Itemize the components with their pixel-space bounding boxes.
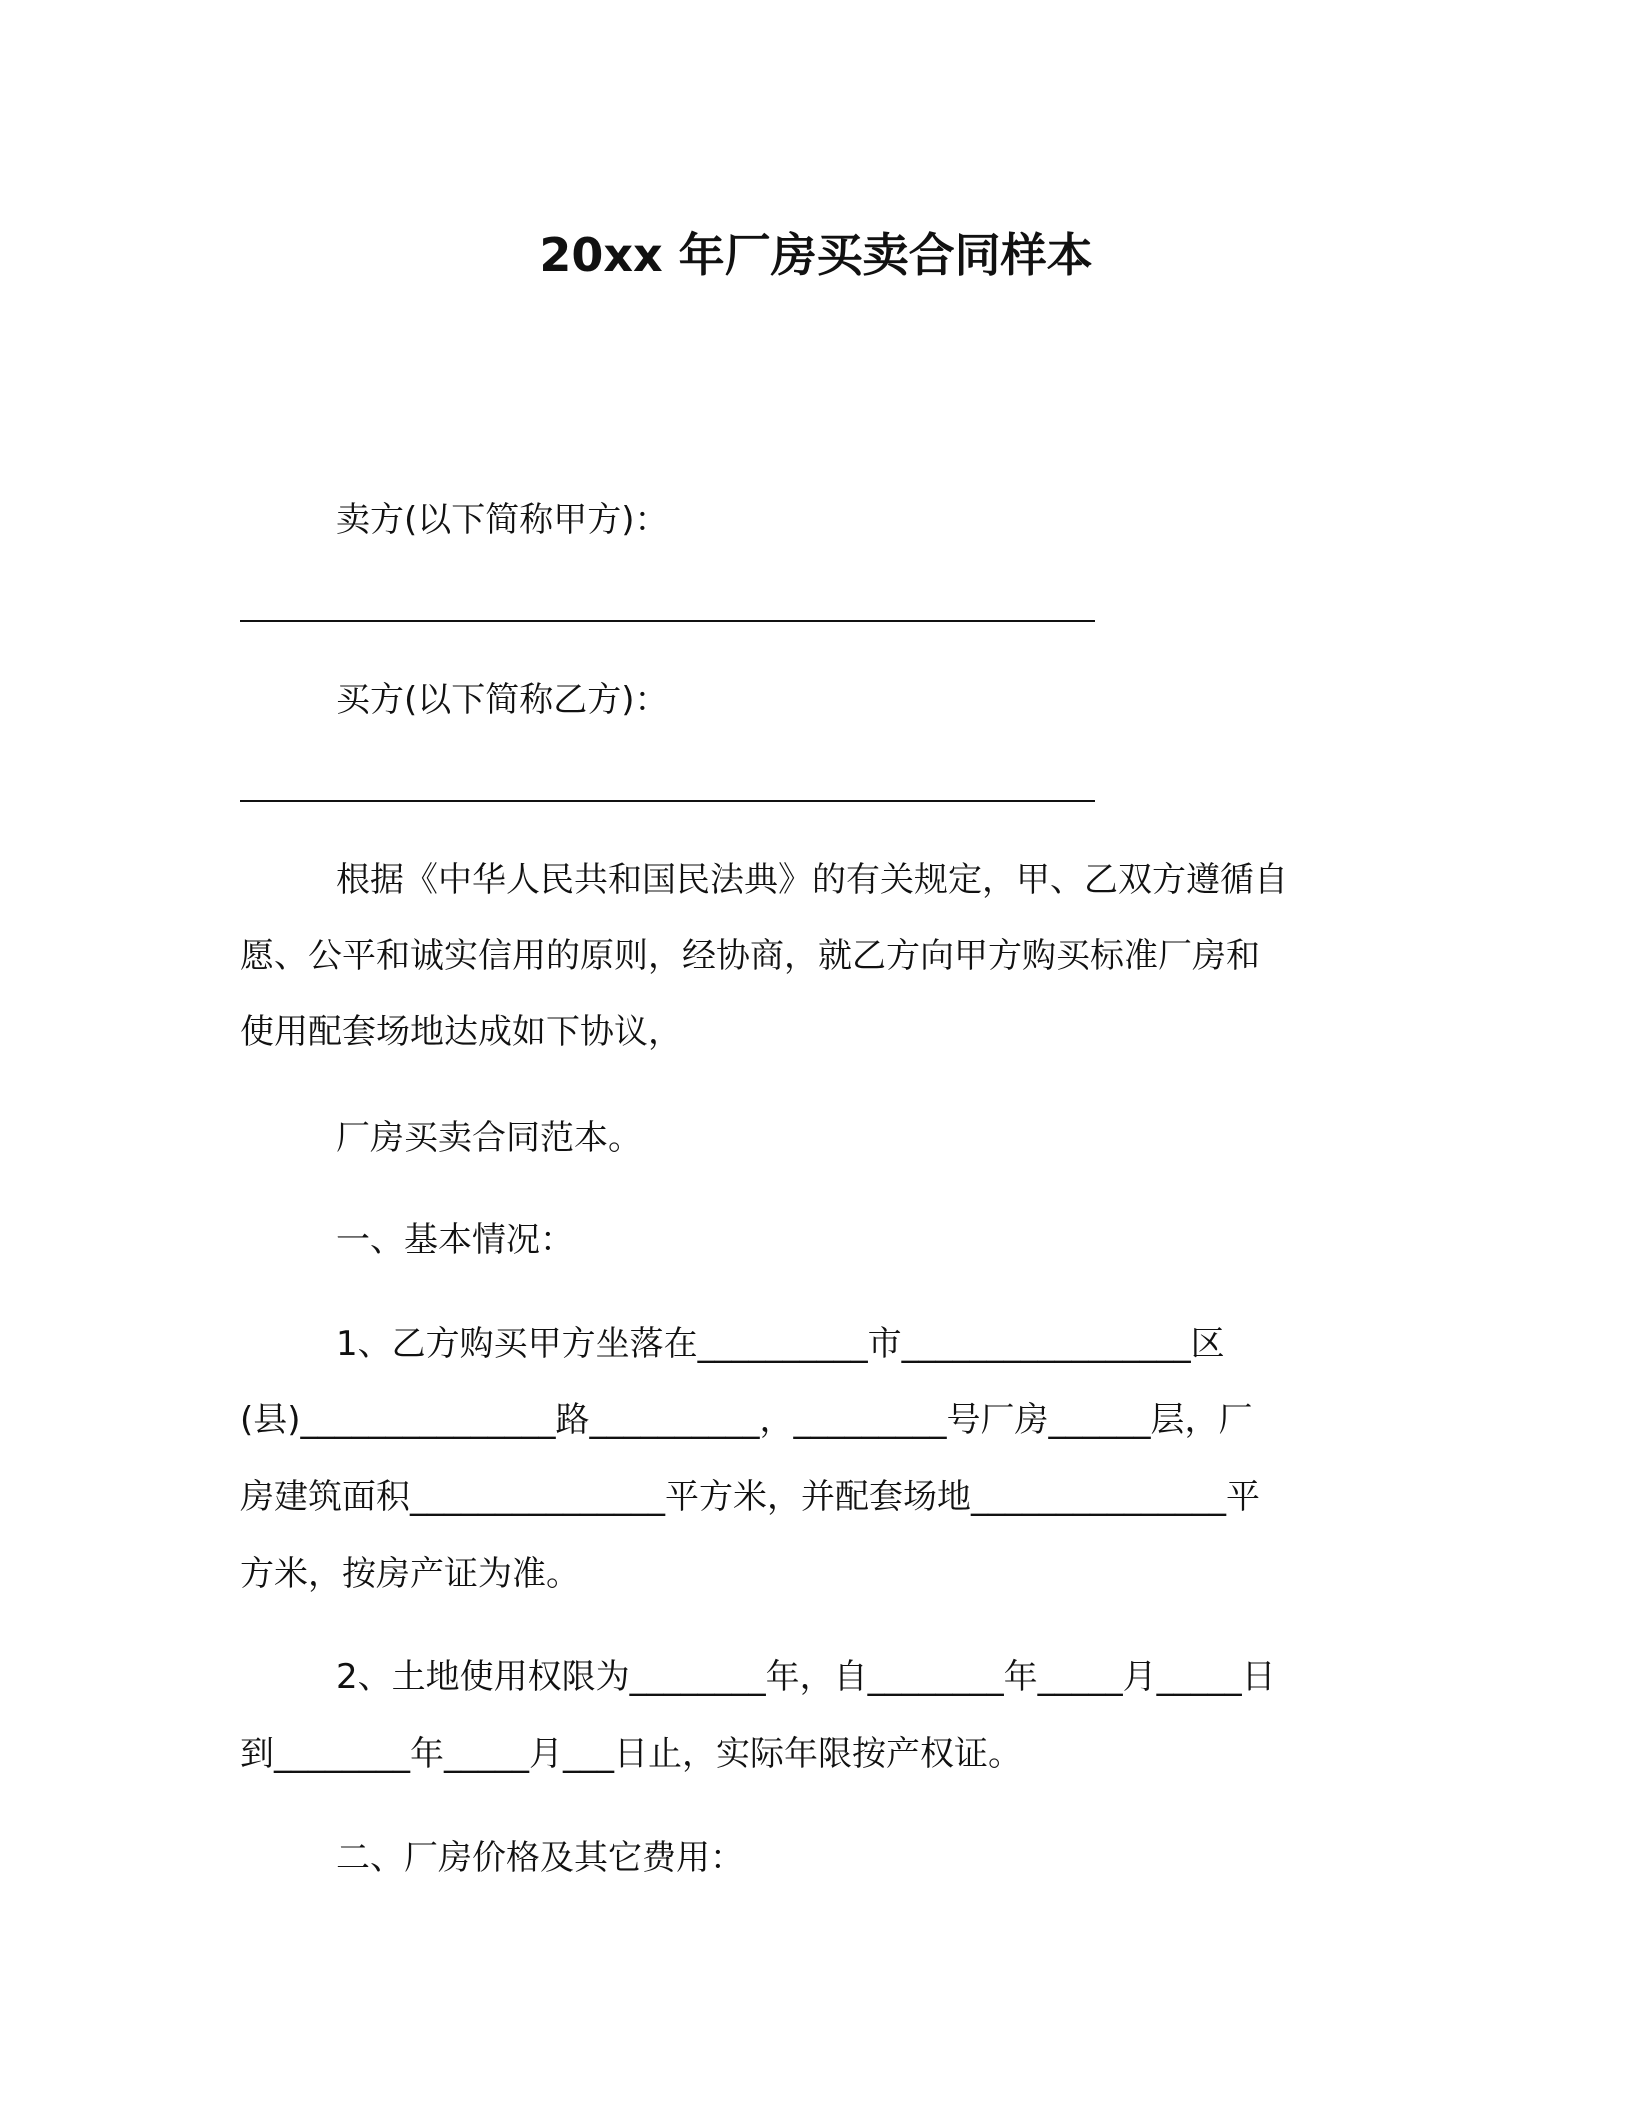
preamble-line-3: 使用配套场地达成如下协议， [240,1012,682,1052]
clause-1-line-3: 房建筑面积_______________平方米，并配套场地_______________平 [240,1477,1260,1517]
seller-label: 卖方(以下简称甲方)： [336,500,669,540]
document-title: 20xx 年厂房买卖合同样本 [539,228,1093,282]
section-1-heading: 一、基本情况： [336,1220,574,1260]
section-2-heading: 二、厂房价格及其它费用： [336,1838,744,1878]
preamble-line-2: 愿、公平和诚实信用的原则，经协商，就乙方向甲方购买标准厂房和 [240,936,1260,976]
buyer-label: 买方(以下简称乙方)： [336,680,669,720]
clause-1-line-4: 方米，按房产证为准。 [240,1554,580,1594]
clause-2-line-1: 2、土地使用权限为________年，自________年_____月_____日 [336,1657,1276,1697]
clause-2-line-2: 到________年_____月___日止，实际年限按产权证。 [240,1734,1022,1774]
seller-name-blank-line [240,620,1095,622]
sample-note: 厂房买卖合同范本。 [336,1118,642,1158]
preamble-line-1: 根据《中华人民共和国民法典》的有关规定，甲、乙双方遵循自 [336,860,1288,900]
clause-1-line-1: 1、乙方购买甲方坐落在__________市_________________区 [336,1324,1225,1364]
buyer-name-blank-line [240,800,1095,802]
clause-1-line-2: (县)_______________路__________，_________号厂房______层，厂 [240,1400,1253,1440]
